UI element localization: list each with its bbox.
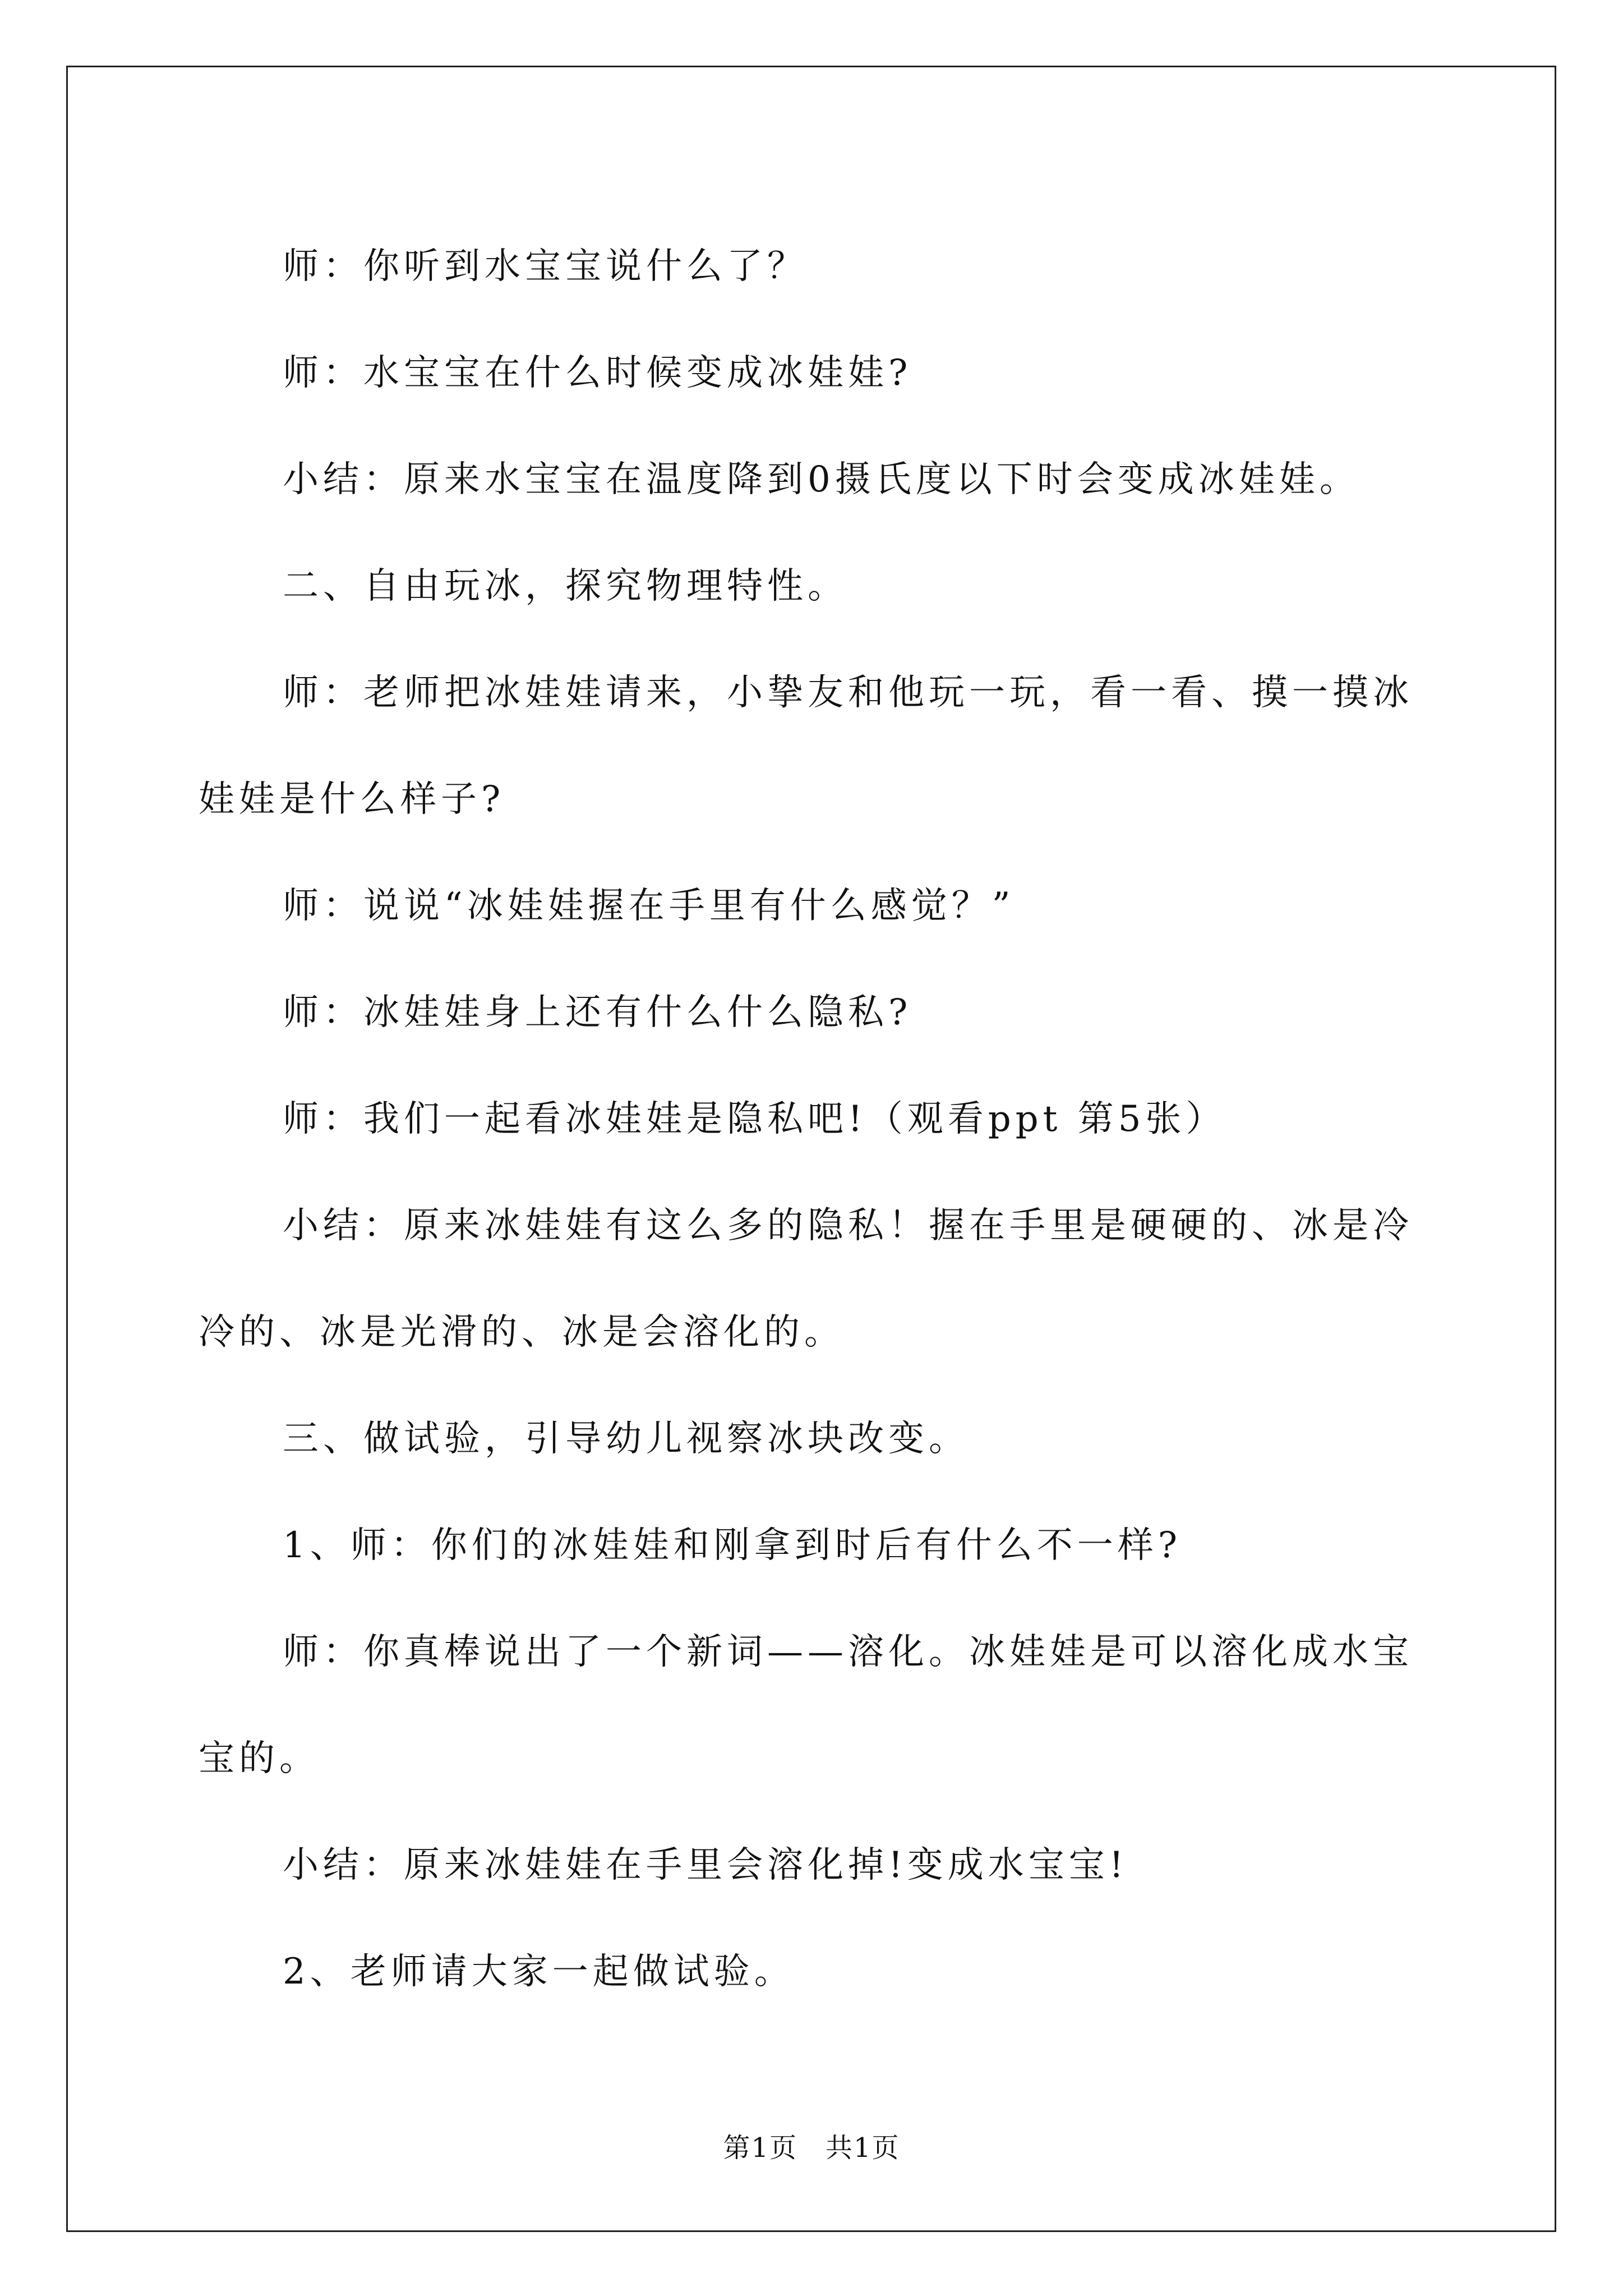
paragraph: 师：冰娃娃身上还有什么什么隐私?: [283, 992, 912, 1033]
paragraph: 1、师：你们的冰娃娃和刚拿到时后有什么不一样?: [283, 1525, 1182, 1566]
paragraph: 小结：原来冰娃娃有这么多的隐私！握在手里是硬硬的、冰是冷冷的、冰是光滑的、冰是会溶化的。: [199, 1205, 1413, 1353]
paragraph: 师：老师把冰娃娃请来，小挚友和他玩一玩，看一看、摸一摸冰娃娃是什么样子?: [199, 672, 1413, 820]
paragraph: 三、做试验，引导幼儿视察冰块改变。: [283, 1418, 969, 1460]
paragraph: 二、自由玩冰，探究物理特性。: [283, 565, 848, 607]
paragraph: 师：水宝宝在什么时候变成冰娃娃?: [283, 352, 912, 394]
document-body: [199, 213, 1427, 2025]
paragraph: 2、老师请大家一起做试验。: [283, 1951, 795, 1993]
paragraph: 师：我们一起看冰娃娃是隐私吧!（观看ppt 第5张）: [283, 1098, 1227, 1140]
page-footer: 第1页 共1页: [723, 2132, 900, 2164]
paragraph: 师：你真棒说出了一个新词——溶化。冰娃娃是可以溶化成水宝宝的。: [199, 1631, 1413, 1779]
paragraph: 师：说说“冰娃娃握在手里有什么感觉？”: [283, 885, 1015, 927]
paragraph: 小结：原来冰娃娃在手里会溶化掉!变成水宝宝!: [283, 1844, 1128, 1886]
paragraph: 师：你听到水宝宝说什么了？: [283, 246, 808, 287]
paragraph: 小结：原来水宝宝在温度降到0摄氏度以下时会变成冰娃娃。: [283, 459, 1360, 500]
